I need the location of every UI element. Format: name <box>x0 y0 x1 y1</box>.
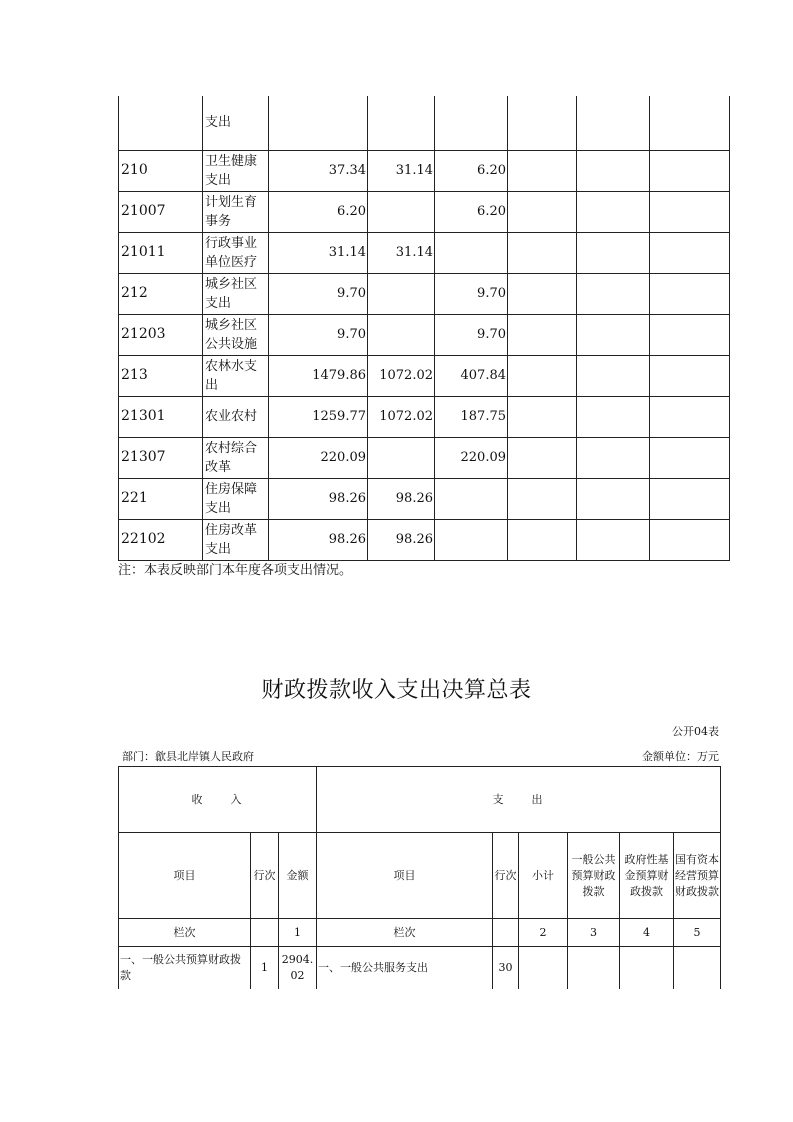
row-empty-cell <box>650 396 730 437</box>
row-empty-cell <box>577 150 650 191</box>
row-total-cell: 31.14 <box>269 232 368 273</box>
row-basic-cell: 98.26 <box>368 519 435 560</box>
row-empty-cell <box>508 355 577 396</box>
ref-row-label: 栏次 <box>119 919 251 947</box>
table-row <box>119 232 730 273</box>
col-header-line-expense: 行次 <box>493 833 519 919</box>
amount-unit-label: 金额单位：万元 <box>642 750 719 763</box>
table-row <box>119 519 730 560</box>
table-note: 注：本表反映部门本年度各项支出情况。 <box>118 563 353 578</box>
ref-row-col1: 1 <box>279 919 317 947</box>
income-line-cell: 1 <box>251 947 279 989</box>
col-header-subtotal: 小计 <box>519 833 568 919</box>
row-project-cell <box>435 96 508 150</box>
ref-row-empty <box>251 919 279 947</box>
row-empty-cell <box>650 314 730 355</box>
row-empty-cell <box>508 396 577 437</box>
row-empty-cell <box>577 273 650 314</box>
row-empty-cell <box>650 150 730 191</box>
department-label: 部门：歙县北岸镇人民政府 <box>122 750 254 763</box>
col-header-fund-budget: 政府性基金预算财政拨款 <box>620 833 674 919</box>
row-basic-cell <box>368 191 435 232</box>
row-total-cell: 1479.86 <box>269 355 368 396</box>
row-empty-cell <box>577 478 650 519</box>
row-code-cell: 221 <box>119 478 203 519</box>
col-header-item: 项目 <box>119 833 251 919</box>
row-empty-cell <box>508 232 577 273</box>
row-project-cell: 9.70 <box>435 273 508 314</box>
row-code-cell <box>119 96 203 150</box>
table-row <box>119 355 730 396</box>
row-code-cell: 21011 <box>119 232 203 273</box>
row-basic-cell: 31.14 <box>368 150 435 191</box>
row-name-cell: 计划生育事务 <box>203 191 269 232</box>
row-code-cell: 212 <box>119 273 203 314</box>
row-project-cell: 9.70 <box>435 314 508 355</box>
row-basic-cell: 31.14 <box>368 232 435 273</box>
row-code-cell: 21203 <box>119 314 203 355</box>
row-name-cell: 农业农村 <box>203 396 269 437</box>
row-basic-cell: 98.26 <box>368 478 435 519</box>
row-basic-cell <box>368 273 435 314</box>
page-title: 财政拨款收入支出决算总表 <box>261 678 532 703</box>
table-row <box>119 314 730 355</box>
row-project-cell <box>435 478 508 519</box>
row-empty-cell <box>577 96 650 150</box>
expense-state-cell <box>674 947 721 989</box>
row-project-cell: 6.20 <box>435 191 508 232</box>
table-row <box>119 437 730 478</box>
row-project-cell: 6.20 <box>435 150 508 191</box>
row-name-cell: 城乡社区公共设施 <box>203 314 269 355</box>
row-empty-cell <box>650 191 730 232</box>
table-row <box>119 478 730 519</box>
ref-row-empty-expense <box>493 919 519 947</box>
row-code-cell: 21301 <box>119 396 203 437</box>
row-project-cell: 187.75 <box>435 396 508 437</box>
row-code-cell: 21307 <box>119 437 203 478</box>
row-empty-cell <box>508 150 577 191</box>
row-total-cell: 9.70 <box>269 273 368 314</box>
row-empty-cell <box>650 519 730 560</box>
table-row <box>119 273 730 314</box>
row-name-cell: 城乡社区支出 <box>203 273 269 314</box>
ref-row-col5: 5 <box>674 919 721 947</box>
row-empty-cell <box>650 437 730 478</box>
income-amount-cell: 2904.02 <box>279 947 317 989</box>
row-code-cell: 213 <box>119 355 203 396</box>
expense-table <box>118 96 730 561</box>
row-empty-cell <box>508 314 577 355</box>
expense-fund-cell <box>620 947 674 989</box>
row-name-cell: 农林水支出 <box>203 355 269 396</box>
row-total-cell <box>269 96 368 150</box>
row-project-cell: 220.09 <box>435 437 508 478</box>
col-header-general-budget: 一般公共预算财政拨款 <box>568 833 620 919</box>
row-empty-cell <box>508 519 577 560</box>
row-total-cell: 98.26 <box>269 519 368 560</box>
row-project-cell <box>435 519 508 560</box>
row-total-cell: 6.20 <box>269 191 368 232</box>
row-empty-cell <box>577 355 650 396</box>
row-empty-cell <box>508 478 577 519</box>
row-code-cell: 22102 <box>119 519 203 560</box>
row-empty-cell <box>508 96 577 150</box>
row-empty-cell <box>577 191 650 232</box>
expense-subtotal-cell <box>519 947 568 989</box>
row-name-cell: 行政事业单位医疗 <box>203 232 269 273</box>
income-header: 收 入 <box>119 767 317 833</box>
table-row <box>119 96 730 150</box>
row-empty-cell <box>577 396 650 437</box>
row-code-cell: 21007 <box>119 191 203 232</box>
row-empty-cell <box>650 273 730 314</box>
table-row <box>119 150 730 191</box>
ref-row-col2: 2 <box>519 919 568 947</box>
row-basic-cell: 1072.02 <box>368 355 435 396</box>
row-empty-cell <box>577 437 650 478</box>
row-name-cell: 住房改革支出 <box>203 519 269 560</box>
row-name-cell: 住房保障支出 <box>203 478 269 519</box>
row-code-cell: 210 <box>119 150 203 191</box>
row-total-cell: 9.70 <box>269 314 368 355</box>
row-empty-cell <box>577 232 650 273</box>
row-project-cell: 407.84 <box>435 355 508 396</box>
row-name-cell: 支出 <box>203 96 269 150</box>
row-total-cell: 1259.77 <box>269 396 368 437</box>
table-row <box>119 396 730 437</box>
row-basic-cell: 1072.02 <box>368 396 435 437</box>
income-item-cell: 一、一般公共预算财政拨款 <box>119 947 251 989</box>
row-total-cell: 98.26 <box>269 478 368 519</box>
col-header-amount: 金额 <box>279 833 317 919</box>
expense-item-cell: 一、一般公共服务支出 <box>317 947 493 989</box>
row-basic-cell <box>368 437 435 478</box>
row-name-cell: 农村综合改革 <box>203 437 269 478</box>
ref-row-col3: 3 <box>568 919 620 947</box>
ref-row-label-expense: 栏次 <box>317 919 493 947</box>
row-basic-cell <box>368 314 435 355</box>
row-empty-cell <box>650 478 730 519</box>
row-empty-cell <box>577 314 650 355</box>
summary-table <box>118 766 721 989</box>
row-total-cell: 37.34 <box>269 150 368 191</box>
expense-header: 支 出 <box>317 767 721 833</box>
row-project-cell <box>435 232 508 273</box>
row-basic-cell <box>368 96 435 150</box>
col-header-state-capital: 国有资本经营预算财政拨款 <box>674 833 721 919</box>
table-row <box>119 191 730 232</box>
row-empty-cell <box>650 96 730 150</box>
row-empty-cell <box>508 191 577 232</box>
form-number: 公开04表 <box>672 725 719 738</box>
row-empty-cell <box>508 437 577 478</box>
row-empty-cell <box>650 355 730 396</box>
ref-row-col4: 4 <box>620 919 674 947</box>
row-empty-cell <box>650 232 730 273</box>
row-name-cell: 卫生健康支出 <box>203 150 269 191</box>
expense-general-cell <box>568 947 620 989</box>
row-empty-cell <box>577 519 650 560</box>
row-empty-cell <box>508 273 577 314</box>
row-total-cell: 220.09 <box>269 437 368 478</box>
expense-line-cell: 30 <box>493 947 519 989</box>
col-header-line: 行次 <box>251 833 279 919</box>
col-header-item-expense: 项目 <box>317 833 493 919</box>
